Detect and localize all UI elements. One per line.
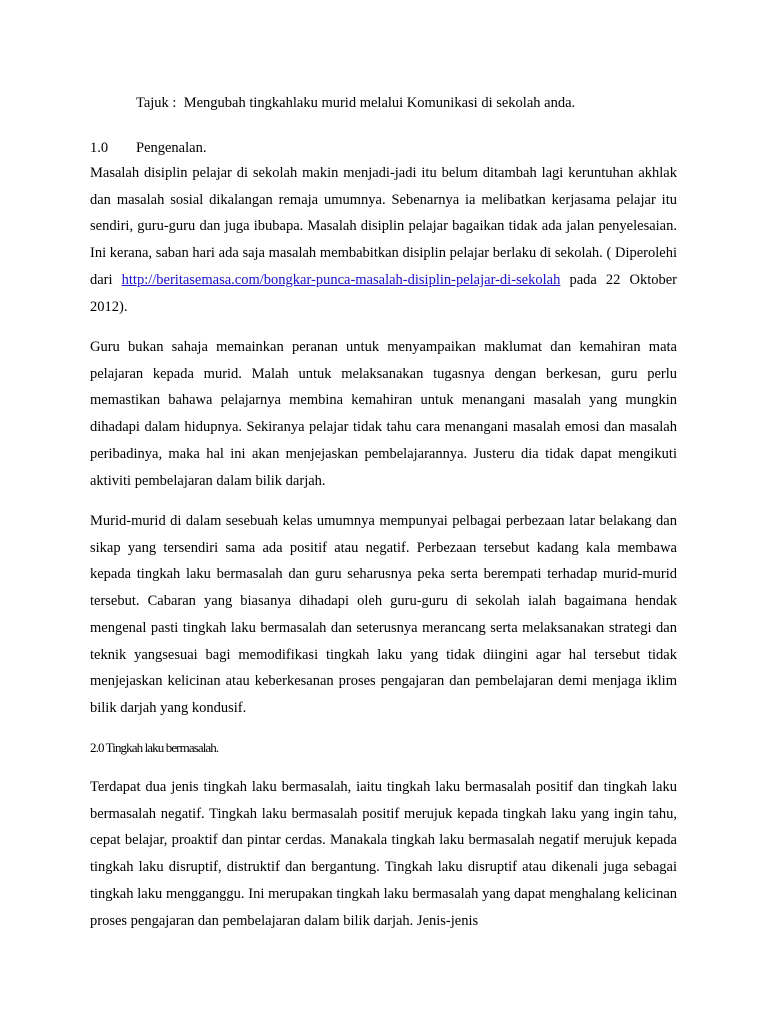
section1-heading: Pengenalan. <box>136 140 207 156</box>
section1-paragraph-2: Guru bukan sahaja memainkan peranan untuk menyampaikan maklumat dan kemahiran mata pelajaran kepada murid. Malah untuk melaksanakan tugasnya dengan berkesan, guru perlu memastikan bahawa pelajarnya membina kemahiran untuk menangani masalah yang mungkin dihadapi dalam hidupnya. Sekiranya pelajar tidak tahu cara menangani masalah emosi dan masalah peribadinya, maka hal ini akan menjejaskan pembelajarannya. Justeru dia tidak dapat mengikuti aktiviti pembelajaran dalam bilik darjah. <box>90 339 677 489</box>
section1-paragraph-1 <box>90 160 677 320</box>
section1-p1-text: Masalah disiplin pelajar di sekolah makin menjadi-jadi itu belum ditambah lagi keruntuhan akhlak dan masalah sosial dikalangan remaja umumnya. Sebenarnya ia melibatkan kerjasama pelajar itu sendiri, guru-guru dan juga ibubapa. Masalah disiplin pelajar bagaikan tidak ada jalan penyelesaian. Ini kerana, saban hari ada saja masalah membabitkan disiplin pelajar berlaku di sekolah. ( Diperolehi dari <box>90 165 677 288</box>
title-text: Mengubah tingkahlaku murid melalui Komunikasi di sekolah anda. <box>183 95 576 111</box>
section2-heading: 2.0 Tingkah laku bermasalah. <box>90 740 219 755</box>
section2-paragraph-1: Terdapat dua jenis tingkah laku bermasalah, iaitu tingkah laku bermasalah positif dan tingkah laku bermasalah negatif. Tingkah laku bermasalah positif merujuk kepada tingkah laku yang ingin tahu, cepat belajar, proaktif dan pintar cerdas. Manakala tingkah laku bermasalah negatif merujuk kepada tingkah laku disruptif, distruktif dan bergantung. Tingkah laku disruptif atau dikenali juga sebagai tingkah laku mengganggu. Ini merupakan tingkah laku bermasalah yang dapat menghalang kelicinan proses pengajaran dan pembelajaran dalam bilik darjah. Jenis-jenis <box>90 779 677 929</box>
source-link[interactable]: http://beritasemasa.com/bongkar-punca-masalah-disiplin-pelajar-di-sekolah <box>121 271 561 288</box>
section1-p1-tail: pada 22 Oktober 2012). <box>90 271 678 315</box>
title-label: Tajuk : <box>136 95 177 111</box>
title-line <box>136 94 575 112</box>
section1-paragraph-3: Murid-murid di dalam sesebuah kelas umumnya mempunyai pelbagai perbezaan latar belakang dan sikap yang tersendiri sama ada positif atau negatif. Perbezaan tersebut kadang kala membawa kepada tingkah laku bermasalah dan guru seharusnya peka serta berempati terhadap murid-murid tersebut. Cabaran yang biasanya dihadapi oleh guru-guru di sekolah ialah bagaimana hendak mengenal pasti tingkah laku bermasalah dan seterusnya merancang serta melaksanakan strategi dan teknik yangsesuai bagi memodifikasi tingkah laku yang tidak diingini agar hal tersebut tidak menjejaskan kelicinan atau keberkesanan proses pengajaran dan pembelajaran demi menjaga iklim bilik darjah yang kondusif. <box>90 513 677 716</box>
section1-number: 1.0 <box>90 140 109 156</box>
